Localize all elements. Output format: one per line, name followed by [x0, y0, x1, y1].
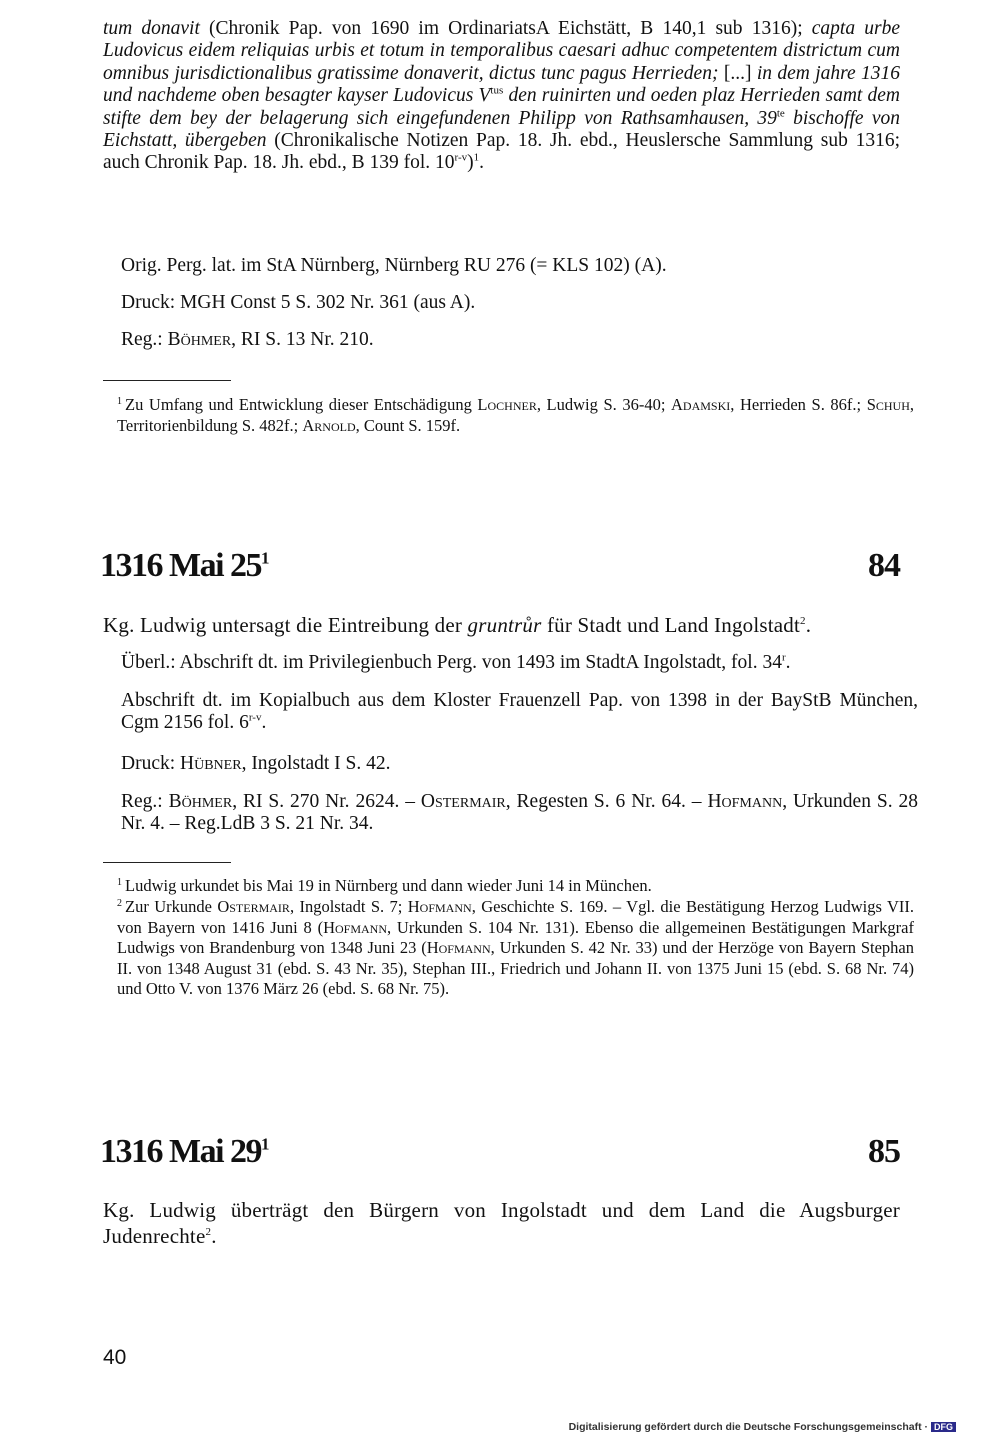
footnote-1 [103, 395, 914, 436]
entry-number: 84 [868, 547, 900, 584]
italic-text: den ruinirten und oeden plaz Herrieden samt dem stifte dem bey der belagerung sich eingefundenen Philipp von Rathsamhausen, 39 [103, 85, 900, 129]
footnote-number: 1 [117, 876, 122, 888]
italic-text: bischoffe von Eichstatt, übergeben [103, 107, 900, 152]
author-name: Hofmann [407, 897, 472, 916]
text-run: . [805, 613, 812, 637]
footnote-rule [103, 380, 231, 381]
entry-date-footnote-mark: 1 [261, 548, 269, 568]
reg-prefix: Reg.: [121, 329, 168, 350]
italic-text: in dem jahre 1316 und nachdeme oben besagter kayser Ludovicus V [103, 62, 900, 107]
text-run: Zu Umfang und Entwicklung dieser Entschädigung [125, 395, 478, 414]
text-run: Reg.: [121, 791, 169, 812]
entry-84-footnote-2 [103, 897, 914, 1000]
dfg-logo: DFG [931, 1422, 956, 1432]
superscript: 2 [205, 1226, 212, 1238]
text-run: . [479, 152, 484, 174]
text-run: Abschrift dt. im Kopialbuch aus dem Kloster Frauenzell Pap. von 1398 in der BayStB München, Cgm 2156 fol. 6 [121, 690, 918, 734]
text-run: ) [467, 152, 474, 174]
text-run: (Chronikalische Notizen Pap. 18. Jh. ebd., Heuslersche Sammlung sub 1316; auch Chronik Pap. 18. Jh. ebd., B 139 fol. 10 [103, 130, 901, 174]
reg-rest: , RI S. 13 Nr. 210. [231, 329, 374, 350]
text-run: Ludwig urkundet bis Mai 19 in Nürnberg und dann wieder Juni 14 in München. [125, 876, 652, 895]
regest-reference [103, 329, 918, 351]
text-run: , Count S. 159f. [355, 415, 461, 435]
author-name: Arnold [302, 415, 356, 435]
continuation-paragraph [103, 18, 900, 175]
text-run: , Ingolstadt I S. 42. [241, 753, 391, 774]
text-run: Zur Urkunde [125, 897, 218, 916]
entry-84-copy [103, 690, 918, 735]
entry-85-summary [103, 1197, 900, 1249]
entry-date-footnote-mark: 1 [261, 1134, 269, 1154]
text-run: , Territorienbildung S. 482f.; [117, 395, 914, 435]
superscript: 1 [473, 151, 480, 164]
original-source: Orig. Perg. lat. im StA Nürnberg, Nürnberg RU 276 (= KLS 102) (A). [121, 255, 667, 276]
author-name: Adamski [671, 395, 731, 414]
reg-author: Böhmer [167, 329, 232, 350]
author-name: Hofmann [323, 917, 387, 937]
author-name: Böhmer [168, 791, 233, 812]
text-run: für Stadt und Land Ingolstadt [541, 613, 801, 637]
superscript: tus [490, 84, 504, 97]
italic-text: tum donavit [103, 18, 200, 39]
text-run: [...] [718, 62, 757, 84]
text-run: . [211, 1224, 217, 1248]
entry-84-heading [100, 546, 900, 586]
entry-84-regest [103, 791, 918, 836]
superscript: r-v [454, 151, 468, 164]
text-run: , Urkunden S. 42 Nr. 33) und der Herzöge von Bayern Stephan II. von 1348 August 31 (ebd. S. 43 Nr. 35), Stephan III., Friedrich und Johann II. von 1375 Juni 15 (ebd. S. 68 Nr. 74) und Otto V. von 1376 März 26 (ebd. S. 68 Nr. 75). [117, 938, 915, 998]
superscript: r-v [248, 711, 262, 724]
footnote-text [117, 897, 914, 998]
entry-84-footnote-1 [103, 876, 914, 897]
footnote-rule [103, 862, 231, 863]
text-run: . [261, 712, 267, 734]
entry-date: 1316 Mai 25 [100, 547, 262, 584]
author-name: Schuh [866, 395, 910, 414]
text-run: Druck: [121, 753, 181, 774]
author-name: Hofmann [426, 938, 491, 957]
footnote-number: 1 [117, 395, 122, 407]
entry-84-transmission [103, 652, 918, 674]
text-run: , Ingolstadt S. 7; [289, 897, 408, 916]
text-run: Kg. Ludwig untersagt die Eintreibung der [103, 613, 468, 637]
text-run: , Herrieden S. 86f.; [730, 395, 867, 414]
superscript: 2 [800, 615, 806, 627]
superscript: te [776, 107, 785, 120]
funding-credit: Digitalisierung gefördert durch die Deutsche Forschungsgemeinschaft · DFG [569, 1421, 956, 1433]
text-run: , Urkunden S. 104 Nr. 131). Ebenso die allgemeinen Bestätigungen Markgraf Ludwigs von Brandenburg von 1348 Juni 23 ( [117, 917, 914, 957]
footnote-number: 2 [117, 897, 122, 909]
text-run: Kg. Ludwig überträgt den Bürgern von Ingolstadt und dem Land die Augsburger Judenrechte [103, 1198, 900, 1248]
author-name: Ostermair [217, 897, 290, 916]
page-number: 40 [103, 1346, 127, 1369]
text-run: , Geschichte S. 169. – Vgl. die Bestätigung Herzog Ludwigs VII. von Bayern von 1416 Juni 8 ( [117, 897, 915, 937]
print-reference: Druck: MGH Const 5 S. 302 Nr. 361 (aus A). [121, 292, 476, 313]
footnote-text [125, 876, 652, 895]
text-run: , Regesten S. 6 Nr. 64. – [505, 791, 708, 812]
author-name: Lochner [477, 395, 537, 414]
entry-84-print [103, 753, 918, 775]
text-run: , RI S. 270 Nr. 2624. – [232, 791, 421, 812]
entry-number: 85 [868, 1133, 900, 1170]
credit-text: Digitalisierung gefördert durch die Deutsche Forschungsgemeinschaft [568, 1421, 922, 1433]
text-run: , Urkunden S. 28 Nr. 4. – Reg.LdB 3 S. 21 Nr. 34. [121, 791, 918, 835]
italic-text: gruntrůr [467, 613, 542, 637]
italic-text: capta urbe Ludovicus eidem reliquias urbis et totum in temporalibus caesari adhuc competentem districtum cum omnibus jurisdictionalibus gratissime donaverit, dictus tunc pagus Herrieden; [103, 18, 900, 84]
text-run: . [785, 652, 791, 673]
entry-84-summary [103, 612, 900, 638]
text-run: Überl.: Abschrift dt. im Privilegienbuch Perg. von 1493 im StadtA Ingolstadt, fol. 34 [121, 652, 782, 673]
superscript: r [781, 651, 786, 664]
footnote-text [117, 395, 914, 435]
entry-date: 1316 Mai 29 [100, 1133, 262, 1170]
author-name: Hübner [180, 753, 242, 774]
author-name: Hofmann [707, 791, 783, 812]
text-run: (Chronik Pap. von 1690 im OrdinariatsA Eichstätt, B 140,1 sub 1316); [199, 18, 812, 39]
entry-85-heading [100, 1132, 900, 1172]
text-run: , Ludwig S. 36-40; [536, 395, 671, 414]
author-name: Ostermair [420, 791, 506, 812]
